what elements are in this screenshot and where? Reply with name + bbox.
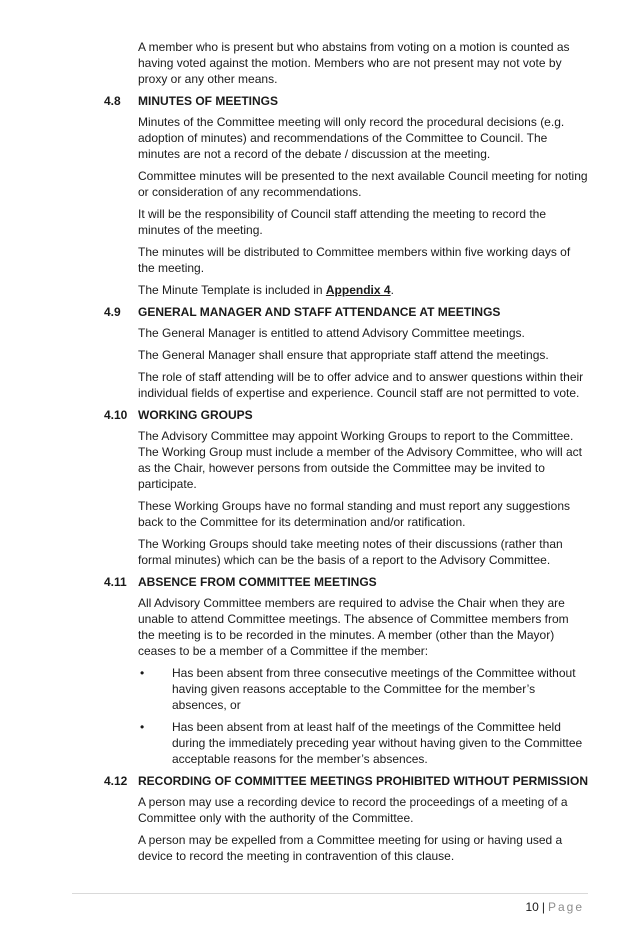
paragraph: The role of staff attending will be to offer advice and to answer questions within their individual fields of expertise and experience. Council staff are not permitted to vote. — [138, 370, 584, 400]
paragraph: These Working Groups have no formal standing and must report any suggestions back to the Committee for its determination and/or ratification. — [138, 499, 571, 529]
paragraph: All Advisory Committee members are required to advise the Chair when they are unable to attend Committee meetings. The absence of Committee members from the meeting is to be recorded in the minutes. A member (other than the Mayor) ceases to be a member of a Committee if the member: — [138, 596, 569, 658]
page-footer — [525, 899, 584, 915]
paragraph: The General Manager is entitled to attend Advisory Committee meetings. — [138, 326, 525, 340]
list-item-text: Has been absent from at least half of the meetings of the Committee held during the immediately preceding year without having given to the Committee acceptable reasons for the member’s absences. — [172, 720, 583, 766]
paragraph: The Working Groups should take meeting notes of their discussions (rather than formal minutes) which can be the basis of a report to the Advisory Committee. — [138, 537, 563, 567]
section-number: 4.12 — [104, 774, 128, 788]
footer-separator: | — [541, 900, 545, 914]
section-number: 4.11 — [104, 575, 127, 589]
paragraph: Minutes of the Committee meeting will only record the procedural decisions (e.g. adoption of minutes) and recommendations of the Committee to Council. The minutes are not a record of the debate / discussion at the meeting. — [138, 115, 565, 161]
page-number: 10 — [525, 900, 539, 914]
section-heading-4-10 — [104, 407, 588, 423]
section-heading-4-11 — [104, 574, 588, 590]
section-number: 4.9 — [104, 305, 121, 319]
paragraph-minute-template — [138, 282, 588, 298]
bullet-icon: • — [140, 720, 145, 734]
section-title: WORKING GROUPS — [138, 408, 253, 422]
paragraph-text: . — [390, 283, 394, 297]
section-title: MINUTES OF MEETINGS — [138, 94, 279, 108]
page-content — [104, 39, 588, 870]
paragraph-text: The Minute Template is included in — [138, 283, 326, 297]
section-title: GENERAL MANAGER AND STAFF ATTENDANCE AT MEETINGS — [138, 305, 501, 319]
section-number: 4.8 — [104, 94, 121, 108]
list-item-text: Has been absent from three consecutive meetings of the Committee without having given reasons acceptable to the Committee for the member’s absences, or — [172, 666, 576, 712]
section-number: 4.10 — [104, 408, 128, 422]
appendix-4-link[interactable]: Appendix 4 — [325, 283, 391, 297]
paragraph: Committee minutes will be presented to the next available Council meeting for noting or consideration of any recommendations. — [138, 169, 588, 199]
paragraph: A person may use a recording device to record the proceedings of a meeting of a Committee only with the authority of the Committee. — [138, 795, 568, 825]
page-label: Page — [547, 900, 584, 914]
paragraph: The General Manager shall ensure that appropriate staff attend the meetings. — [138, 348, 549, 362]
paragraph: The Advisory Committee may appoint Working Groups to report to the Committee. The Working Group must include a member of the Advisory Committee, who will act as the Chair, however persons from outside the Committee may be invited to participate. — [138, 429, 582, 491]
section-heading-4-8 — [104, 93, 588, 109]
section-title: RECORDING OF COMMITTEE MEETINGS PROHIBITED WITHOUT PERMISSION — [138, 774, 589, 788]
section-title: ABSENCE FROM COMMITTEE MEETINGS — [138, 575, 377, 589]
list-item — [138, 719, 588, 767]
bullet-icon: • — [140, 666, 145, 680]
section-heading-4-9 — [104, 304, 588, 320]
section-heading-4-12 — [104, 773, 588, 789]
footer-divider — [72, 893, 588, 894]
paragraph: A member who is present but who abstains from voting on a motion is counted as having voted against the motion. Members who are not present may not vote by proxy or any other means. — [138, 40, 570, 86]
paragraph: The minutes will be distributed to Committee members within five working days of the meeting. — [138, 245, 571, 275]
paragraph: A person may be expelled from a Committee meeting for using or having used a device to record the meeting in contravention of this clause. — [138, 833, 563, 863]
paragraph: It will be the responsibility of Council staff attending the meeting to record the minutes of the meeting. — [138, 207, 547, 237]
list-item — [138, 665, 588, 713]
